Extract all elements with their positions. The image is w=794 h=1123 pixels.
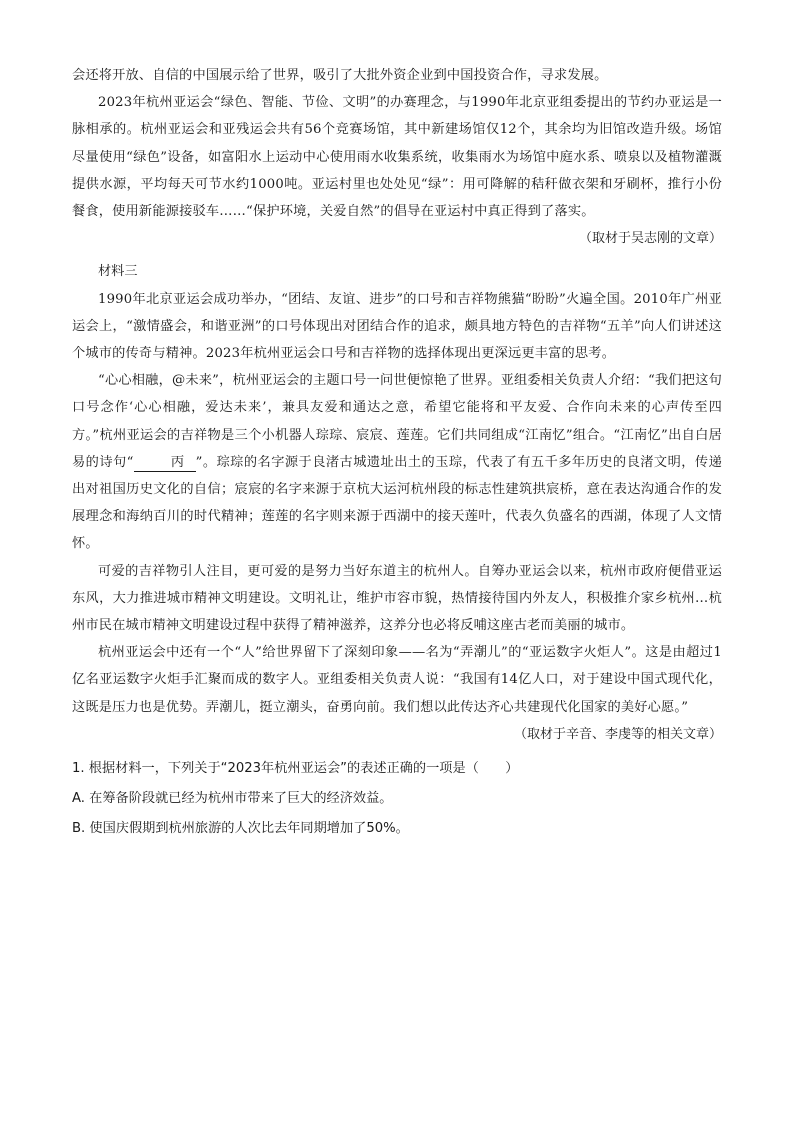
paragraph-digital-torchbearer: 杭州亚运会中还有一个“人”给世界留下了深刻印象——名为“弄潮儿”的“亚运数字火炬人”。这是由超过1亿名亚运数字火炬手汇聚而成的数字人。亚组委相关负责人说：“我国有14亿人口，对于建设中国式现代化，这既是压力也是优势。弄潮儿，挺立潮头，奋勇向前。我们想以此传达齐心共建现代化国家的美好心愿。” [72, 645, 722, 715]
fill-blank-bing: 丙 [134, 455, 196, 472]
paragraph-hangzhou-people: 可爱的吉祥物引人注目，更可爱的是努力当好东道主的杭州人。自筹办亚运会以来，杭州市政府便借亚运东风，大力推进城市精神文明建设。文明礼让，维护市容市貌，热情接待国内外友人，积极推介家乡杭州…杭州市民在城市精神文明建设过程中获得了精神滋养，这养分也必将反哺这座古老而美丽的城市。 [72, 563, 722, 634]
paragraph-1990-slogans: 1990年北京亚运会成功举办，“团结、友谊、进步”的口号和吉祥物熊猫“盼盼”火遍全国。2010年广州亚运会上，“激情盛会，和谐亚洲”的口号体现出对团结合作的追求，颇具地方特色的吉祥物“五羊”向人们讲述这个城市的传奇与精神。2023年杭州亚运会口号和吉祥物的选择体现出更深远更丰富的思考。 [72, 291, 722, 362]
source-citation-2: （取材于辛音、李虔等的相关文章） [513, 726, 722, 742]
question-stem: 1. 根据材料一，下列关于“2023年杭州亚运会”的表述正确的一项是（ ） [72, 761, 519, 777]
source-citation-1: （取材于吴志刚的文章） [578, 231, 722, 247]
document-page [72, 62, 722, 844]
option-a: A. 在筹备阶段就已经为杭州市带来了巨大的经济效益。 [72, 791, 393, 807]
paragraph-opening: 会还将开放、自信的中国展示给了世界，吸引了大批外资企业到中国投资合作，寻求发展。 [72, 68, 608, 83]
slogan-text-part-b: ”。琮琮的名字源于良渚古城遗址出土的玉琮，代表了有五千多年历史的良渚文明，传递出对祖国历史文化的自信；宸宸的名字来源于京杭大运河杭州段的标志性建筑拱宸桥，意在表达沟通合作的发展理念和海纳百川的时代精神；莲莲的名字则来源于西湖中的接天莲叶，代表久负盛名的西湖，体现了人文情怀。 [72, 454, 722, 552]
option-b: B. 使国庆假期到杭州旅游的人次比去年同期增加了50%。 [72, 821, 409, 837]
paragraph-slogan-mascots [72, 367, 722, 557]
material-three-heading: 材料三 [98, 264, 138, 280]
paragraph-green-games: 2023年杭州亚运会“绿色、智能、节俭、文明”的办赛理念，与1990年北京亚组委提出的节约办亚运是一脉相承的。杭州亚运会和亚残运会共有56个竞赛场馆，其中新建场馆仅12个，其余均为旧馆改造升级。场馆尽量使用“绿色”设备，如富阳水上运动中心使用雨水收集系统，收集雨水为场馆中庭水系、喷泉以及植物灌溉提供水源，平均每天可节水约1000吨。亚运村里也处处见“绿”：用可降解的秸秆做衣架和牙刷杯，推行小份餐食，使用新能源接驳车……“保护环境，关爱自然”的倡导在亚运村中真正得到了落实。 [72, 95, 722, 220]
slogan-text-part-a: “心心相融，@未来”，杭州亚运会的主题口号一问世便惊艳了世界。亚组委相关负责人介绍：“我们把这句口号念作‘心心相融，爱达未来’，兼具友爱和通达之意，希望它能将和平友爱、合作向未来的心声传至四方。”杭州亚运会的吉祥物是三个小机器人琮琮、宸宸、莲莲。它们共同组成“江南忆”组合。“江南忆”出自白居易的诗句“ [72, 373, 722, 470]
